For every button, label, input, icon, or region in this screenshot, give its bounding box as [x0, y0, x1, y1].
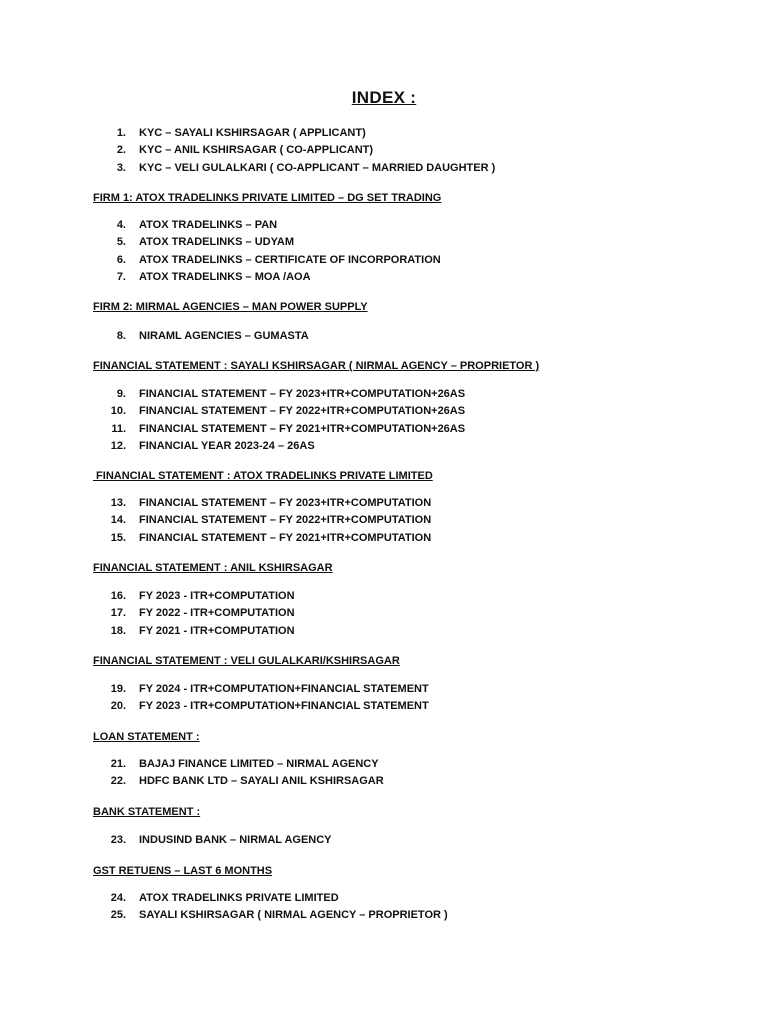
- section-heading: FINANCIAL STATEMENT : ATOX TRADELINKS PRIVATE LIMITED: [93, 470, 433, 482]
- section-heading: GST RETUENS – LAST 6 MONTHS: [93, 865, 273, 877]
- document-page: INDEX : 1. KYC – SAYALI KSHIRSAGAR ( APPLICANT) 2. KYC – ANIL KSHIRSAGAR ( CO-APPLICANT) 3. KYC – VELI GULALKARI ( CO-APPLICANT – MARRIED DAUGHTER ) FIRM 1: ATOX TRADELINKS PRIVATE LIMITED – DG SET TRADING 4. ATOX TRADELINKS – PAN 5. ATOX TRADELINKS – UDYAM 6. ATOX TRADELINKS – CERTIFICATE OF INCORPORATION 7. ATOX TRADELINKS – MOA /AOA FIRM 2: MIRMAL AGENCIES – MAN POWER SUPPLY 8. NIRAML AGENCIES – GUMASTA FINANCIAL STATEMENT : SAYALI KSHIRSAGAR ( NIRMAL AGENCY – PROPRIETOR ) 9. FINANCIAL STATEMENT – FY 2023+ITR+COMPUTATION+26AS 10. FINANCIAL STATEMENT – FY 2022+ITR+COMPUTATION+26AS 11. FINANCIAL STATEMENT – FY 2021+ITR+COMPUTATION+26AS 12. FINANCIAL YEAR 2023-24 – 26AS FINANCIAL STATEMENT : ATOX TRADELINKS PRIVATE LIMITED 13. FINANCIAL STATEMENT – FY 2023+ITR+COMPUTATION 14. FINANCIAL STATEMENT – FY 2022+ITR+COMPUTATION 15. FINANCIAL STATEMENT – FY 2021+ITR+COMPUTATION FINANCIAL STATEMENT : ANIL KSHIRSAGAR 16. FY 2023 - ITR+COMPUTATION 17. FY 2022 - ITR+COMPUTATION 18. FY 2021 - ITR+COMPUTATION FINANCIAL STATEMENT : VELI GULALKARI/KSHIRSAGAR 19. FY 2024 - ITR+COMPUTATION+FINANCIAL STATEMENT 20. FY 2023 - ITR+COMPUTATION+FINANCIAL STATEMENT LOAN STATEMENT : 21. BAJAJ FINANCE LIMITED – NIRMAL AGENCY 22. HDFC BANK LTD – SAYALI ANIL KSHIRSAGAR BANK STATEMENT : 23. INDUSIND BANK – NIRMAL AGENCY GST RETUENS – LAST 6 MONTHS 24. ATOX TRADELINKS PRIVATE LIMITED 25. SAYALI KSHIRSAGAR ( NIRMAL AGENCY – PROPRIETOR ): [0, 0, 768, 1024]
- section-heading: LOAN STATEMENT :: [93, 731, 200, 743]
- section-heading: FIRM 1: ATOX TRADELINKS PRIVATE LIMITED – DG SET TRADING: [93, 192, 442, 204]
- index-title: INDEX :: [351, 88, 417, 107]
- section-heading: FINANCIAL STATEMENT : SAYALI KSHIRSAGAR ( NIRMAL AGENCY – PROPRIETOR ): [93, 360, 540, 372]
- section-heading: FINANCIAL STATEMENT : VELI GULALKARI/KSHIRSAGAR: [93, 655, 400, 667]
- section-heading: FIRM 2: MIRMAL AGENCIES – MAN POWER SUPPLY: [93, 301, 368, 313]
- section-heading: BANK STATEMENT :: [93, 806, 201, 818]
- section-heading: FINANCIAL STATEMENT : ANIL KSHIRSAGAR: [93, 562, 333, 574]
